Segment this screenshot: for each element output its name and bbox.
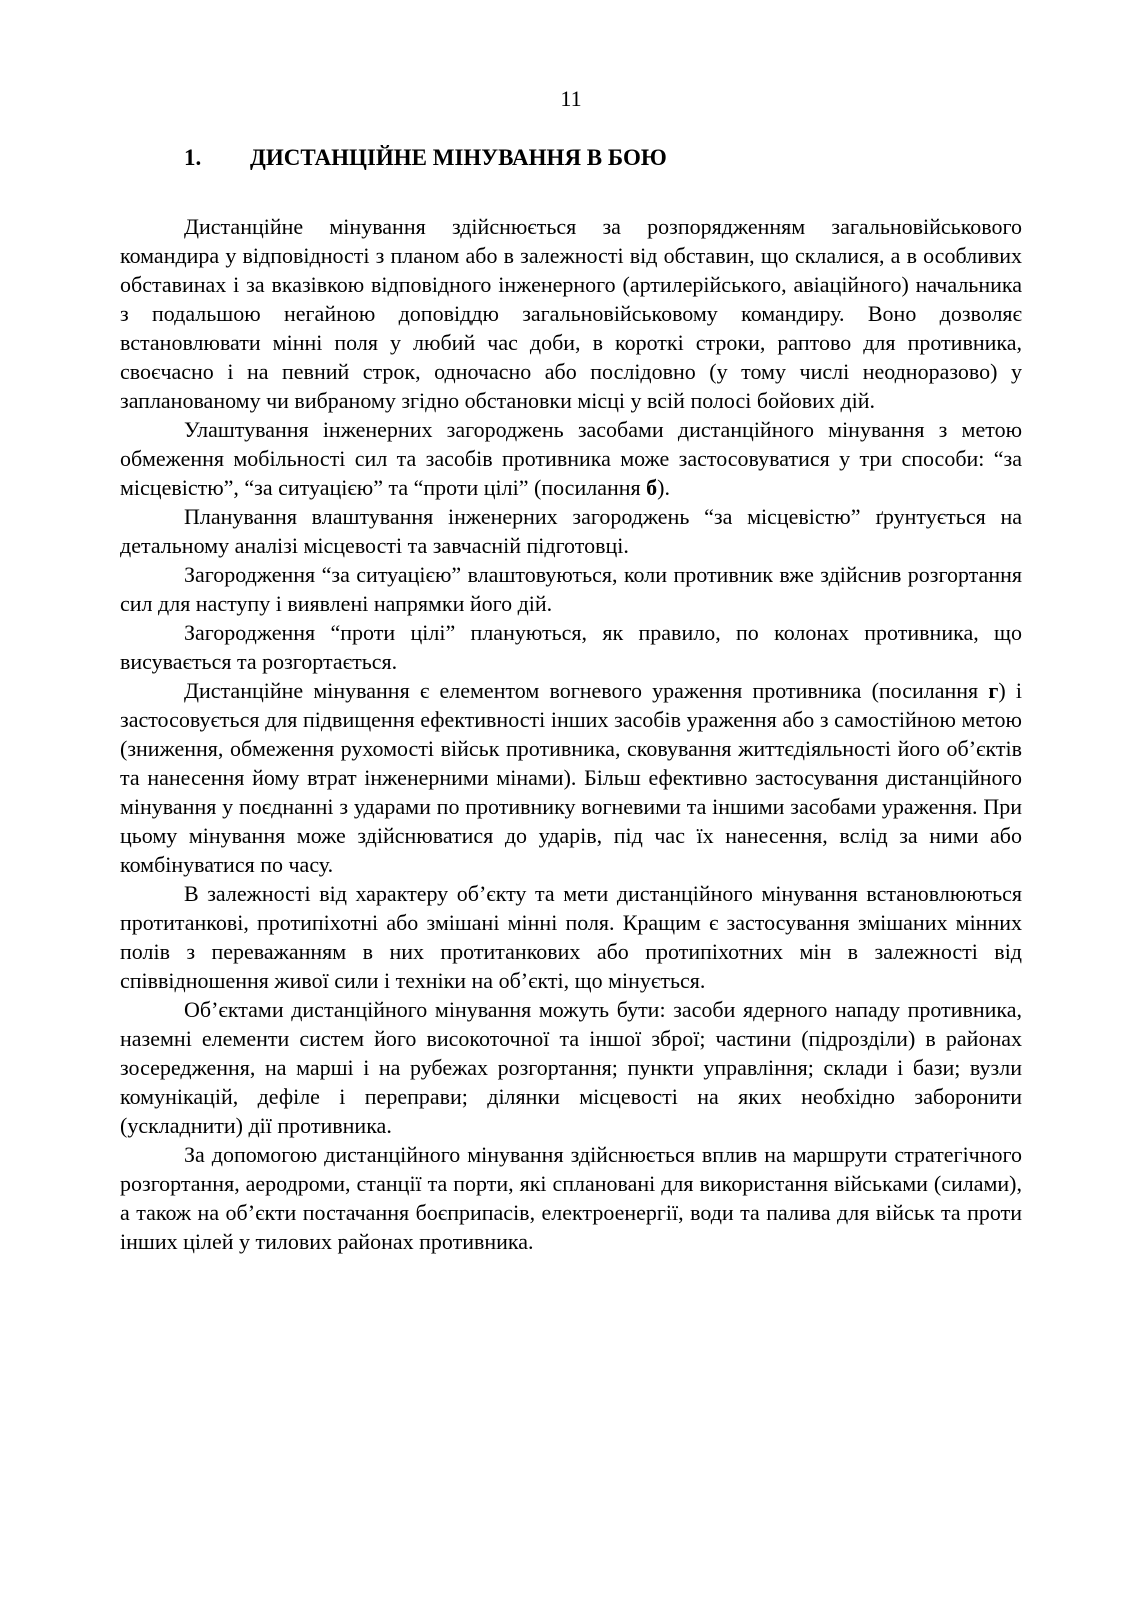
text-run: Планування влаштування інженерних загороджень “за місцевістю” ґрунтується на детальному аналізі місцевості та завчасній підготовці. bbox=[120, 504, 1022, 558]
bold-text-run: б bbox=[646, 475, 658, 500]
section-title: ДИСТАНЦІЙНЕ МІНУВАННЯ В БОЮ bbox=[250, 145, 667, 170]
text-run: Дистанційне мінування здійснюється за розпорядженням загальновійськового командира у відповідності з планом або в залежності від обставин, що склалися, а в особливих обставинах і за вказівкою відповідного інженерного (артилерійського, авіаційного) начальника з подальшою негайною доповіддю загальновійськовому командиру. Воно дозволяє встановлювати мінні поля у любий час доби, в короткі строки, раптово для противника, своєчасно і на певний строк, одночасно або послідовно (у тому числі неодноразово) у запланованому чи вибраному згідно обстановки місці у всій полосі бойових дій. bbox=[120, 214, 1022, 413]
page-number: 11 bbox=[560, 86, 582, 111]
paragraph bbox=[120, 212, 1022, 415]
text-run: Загородження “за ситуацією” влаштовуються, коли противник вже здійснив розгортання сил для наступу і виявлені напрямки його дій. bbox=[120, 562, 1022, 616]
text-run: ) і застосовується для підвищення ефективності інших засобів ураження або з самостійною метою (зниження, обмеження рухомості військ противника, сковування життєдіяльності його об’єктів та нанесення йому втрат інженерними мінами). Більш ефективно застосування дистанційного мінування у поєднанні з ударами по противнику вогневими та іншими засобами ураження. При цьому мінування може здійснюватися до ударів, під час їх нанесення, вслід за ними або комбінуватися по часу. bbox=[120, 678, 1022, 877]
text-run: В залежності від характеру об’єкту та мети дистанційного мінування встановлюються протитанкові, протипіхотні або змішані мінні поля. Кращим є застосування змішаних мінних полів з переважанням в них протитанкових або протипіхотних мін в залежності від співвідношення живої сили і техніки на об’єкті, що мінується. bbox=[120, 881, 1022, 993]
paragraph bbox=[120, 560, 1022, 618]
paragraph bbox=[120, 1140, 1022, 1256]
paragraph bbox=[120, 502, 1022, 560]
text-run: Об’єктами дистанційного мінування можуть бути: засоби ядерного нападу противника, наземні елементи систем його високоточної та іншої зброї; частини (підрозділи) в районах зосередження, на марші і на рубежах розгортання; пункти управління; склади і бази; вузли комунікацій, дефіле і переправи; ділянки місцевості на яких необхідно заборонити (ускладнити) дії противника. bbox=[120, 997, 1022, 1138]
bold-text-run: г bbox=[988, 678, 999, 703]
paragraph bbox=[120, 995, 1022, 1140]
paragraph bbox=[120, 676, 1022, 879]
section-heading bbox=[120, 143, 1022, 172]
text-run: Улаштування інженерних загороджень засобами дистанційного мінування з метою обмеження мобільності сил та засобів противника може застосовуватися у три способи: “за місцевістю”, “за ситуацією” та “проти цілі” (посилання bbox=[120, 417, 1022, 500]
section-number: 1. bbox=[184, 145, 202, 170]
text-run: За допомогою дистанційного мінування здійснюється вплив на маршрути стратегічного розгортання, аеродроми, станції та порти, які сплановані для використання військами (силами), а також на об’єкти постачання боєприпасів, електроенергії, води та палива для військ та проти інших цілей у тилових районах противника. bbox=[120, 1142, 1022, 1254]
paragraph bbox=[120, 415, 1022, 502]
document-body bbox=[120, 212, 1022, 1256]
text-run: ). bbox=[657, 475, 670, 500]
text-run: Загородження “проти цілі” плануються, як правило, по колонах противника, що висувається та розгортається. bbox=[120, 620, 1022, 674]
text-run: Дистанційне мінування є елементом вогневого ураження противника (посилання bbox=[184, 678, 989, 703]
paragraph bbox=[120, 879, 1022, 995]
paragraph bbox=[120, 618, 1022, 676]
